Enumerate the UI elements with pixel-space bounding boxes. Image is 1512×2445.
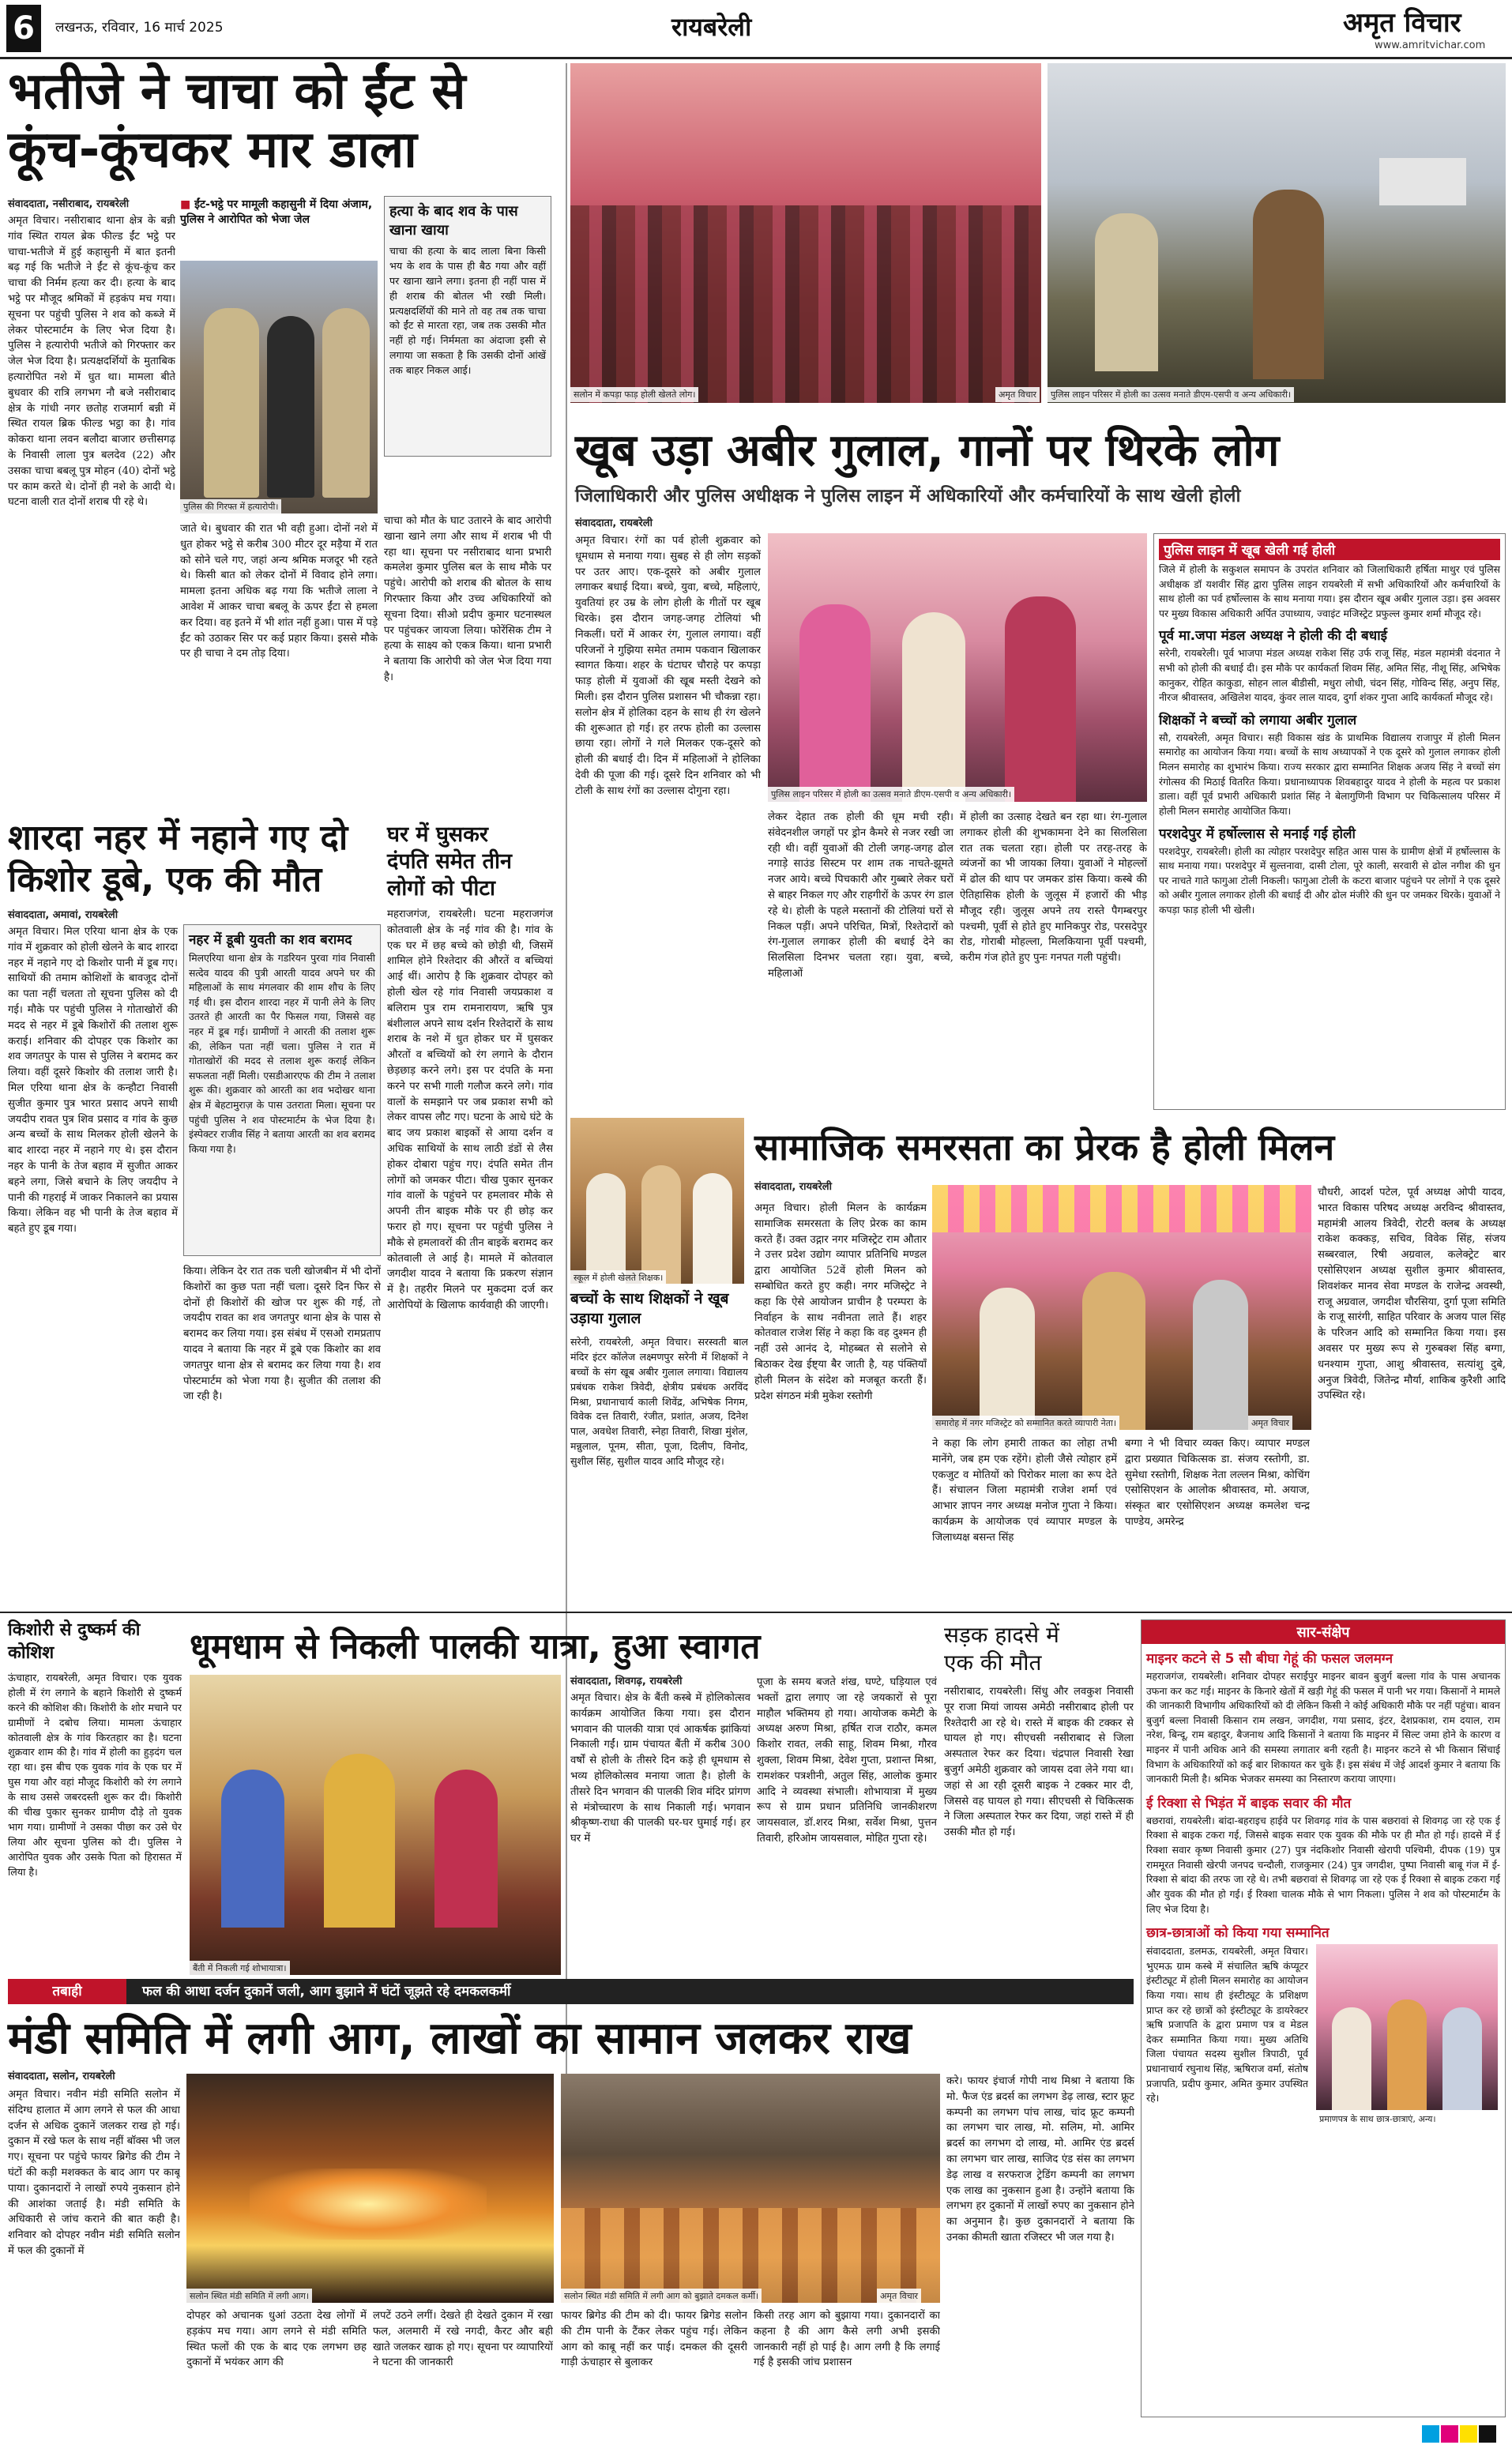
- holi-body2: लेकर देहात तक होली की धूम मची रही। संवेदनशील जगहों पर ड्रोन कैमरे से नजर रखी जा रही थी। वहीं युवाओं की टोली जगह-जगह ढोल नगाड़े साउंड सिस्टम पर शाम तक नाचते-झूमते नजर आये। बच्चे पिचकारी और गुब्बारे लेकर घरों से बाहर निकल गए और राहगीरों के ऊपर रंग डाल रहे थे। होली के पहले मस्तानों की टोलियां घरों से निकल पड़ीं। अपने परिचित, मित्रों, रिश्तेदारों को रंग-गुलाल लगाकर होली की बधाई देने का सिलसिला दिनभर चलता रहा। युवा, बच्चे, महिलाओं: [768, 811, 953, 980]
- police-line-photo: [1047, 63, 1506, 403]
- sidebox-body: चाचा की हत्या के बाद लाला बिना किसी भय के शव के पास ही बैठ गया और वहीं पर खाना खाने लगा। इतना ही नहीं पास में ही शराब की बोतल भी रखी मिली। प्रत्यक्षदर्शियों की माने तो वह तब तक चाचा को ईंट से मारता रहा, जब तक उसकी मौत नहीं हो गई। निर्ममता का अंदाजा इसी से लगाया जा सकता है कि उसकी दोनों आंखें तक बाहर निकल आई।: [389, 245, 546, 377]
- brief2-title: पूर्व मा.जपा मंडल अध्यक्ष ने होली की दी बधाई: [1159, 628, 1387, 645]
- story1-byline: संवाददाता, नसीराबाद, रायबरेली: [8, 198, 130, 210]
- story1-col3: चाचा को मौत के घाट उतारने के बाद आरोपी खाना खाने लगा और साथ में शराब भी पी रहा था। सूचना पर नसीराबाद थाना प्रभारी कमलेश कुमार पुलिस बल के साथ मौके पर पहुंचे। आरोपी को शराब की बोतल के साथ गिरफ्तार किया और उच्च अधिकारियों को सूचना दिया। सीओ प्रदीप कुमार घटनास्थल पर पहुंचकर जायजा लिया। फोरेंसिक टीम ने हत्या के साक्ष्य को एकत्र किया। थाना प्रभारी ने बताया कि आरोपी को जेल भेज दिया गया है।: [384, 515, 551, 683]
- saar-title2: ई रिक्शा से भिड़ंत में बाइक सवार की मौत: [1146, 1795, 1352, 1811]
- accident-headline: सड़क हादसे में एक की मौत: [944, 1622, 1059, 1676]
- brief3-body: सौ, रायबरेली, अमृत विचार। सही विकास खंड के प्राथमिक विद्यालय राजापुर में होली मिलन समारोह का आयोजन किया गया। बच्चों के साथ अध्यापकों ने एक दूसरे को गुलाल लगाकर होली मिलन समारोह का शुभारंभ किया। राज्य सरकार द्वारा सम्मानित शिक्षक अजय सिंह ने बच्चों संग रंगोत्सव की मिठाई वितरित किया। प्रधानाध्यापक शिवबहादुर यादव ने होली के महत्व पर प्रकाश डाला। वहीं पूर्व प्रभारी अधिकारी प्रशांत सिंह ने बेलागुणिनी विभाग पर चिकित्सालय परिसर में होली मिलन समारोह आयोजित किया।: [1159, 731, 1500, 817]
- holi-body1: अमृत विचार। रंगों का पर्व होली शुक्रवार को धूमधाम से मनाया गया। सुबह से ही लोग सड़कों पर उतर आए। एक-दूसरे को अबीर गुलाल लगाकर बधाई दिया। बच्चे, युवा, बच्चे, महिलाएं, युवतियां हर उम्र के लोग होली के गीतों पर खूब थिरके। इस दौरान जगह-जगह टोलियां भी निकलीं। घरों में आकर रंग, गुलाल लगाया। वहीं परिजनों ने गुझिया समेत तमाम पकवान खिलाकर स्वागत किया। शहर के घंटाघर चौराहे पर कपड़ा फाड़ होली में युवाओं की खूब मस्ती देखने को मिली। इस दौरान पुलिस प्रशासन भी चौकन्ना रहा। सलोन क्षेत्र में होलिका दहन के साथ ही रंग खेलने की शुरूआत हो गई। हर तरफ होली का उल्लास छाया रहा। लोगों ने गले मिलकर एक-दूसरे को होली की बधाई दी। दिन में महिलाओं ने होलिका देवी की पूजा की गई। दूसरे दिन शनिवार को भी टोली के साथ रंगों का उल्लास दोगुना रहा।: [575, 535, 761, 797]
- fire-kicker: फल की आधा दर्जन दुकानें जली, आग बुझाने में घंटों जूझते रहे दमकलकर्मी: [142, 1984, 511, 1999]
- fire-kicker-band: [8, 1979, 1134, 2004]
- brief4-body: परशदेपुर, रायबरेली। होली का त्योहार परशदेपुर सहित आस पास के ग्रामीण क्षेत्रों में हर्षोल्लास के साथ मनाया गया। परशदेपुर में सुल्तनावा, दासी टोला, पूरे काली, सरवारी से ढोल नगीश की धुन पर नाचते गाते फागुआ टोली निकली। फागुआ टोली के कटरा बाजार पहुंचने पर लोगों ने एक दूसरे को अबीर गुलाल लगाकर होली की बधाई दी और ढोल मंजीरे की धुन पर जमकर थिरके। युवाओं ने कपड़ा फाड़ होली भी खेली।: [1159, 844, 1500, 916]
- fire-photo2: [561, 2074, 940, 2303]
- fire-body4: फायर ब्रिगेड की टीम को दी। फायर ब्रिगेड सलोन की टीम पानी के टैंकर लेकर पहुंच गई। लेकिन आग को काबू नहीं कर पाई। दमकल की दूसरी गाड़ी ऊंचाहार से बुलाकर: [561, 2310, 747, 2369]
- fire-photo1: [186, 2074, 554, 2303]
- samrasta-photo: [932, 1185, 1311, 1430]
- story2-headline: शारदा नहर में नहाने गए दो किशोर डूबे, एक की मौत: [8, 818, 348, 900]
- holi-crowd-credit: अमृत विचार: [995, 387, 1040, 402]
- brief4-title: परशदेपुर में हर्षोल्लास से मनाई गई होली: [1159, 826, 1356, 842]
- saar-award-photo: [1316, 1944, 1498, 2110]
- fire-photo2-credit: अमृत विचार: [877, 2289, 921, 2304]
- palki-photo: [190, 1675, 561, 1975]
- palki-headline: धूमधाम से निकली पालकी यात्रा, हुआ स्वागत: [190, 1627, 761, 1667]
- saar-award-caption: प्रमाणपत्र के साथ छात्र-छात्राएं, अन्य।: [1316, 2112, 1439, 2127]
- brief3-title: शिक्षकों ने बच्चों को लगाया अबीर गुलाल: [1159, 712, 1357, 728]
- saar-body2: बछरावां, रायबरेली। बांदा-बहराइच हाईवे पर शिवगढ़ गांव के पास बछरावां से शिवगढ़ जा रहे एक ई रिक्शा से बाइक टकरा गई, जिससे बाइक सवार एक युवक की मौके पर ही मौत हो गई। हादसे में ई रिक्शा सवार कृष्ण निवासी कुमार (27) पुत्र नंदकिशोर निवासी खेरापी पश्चिमी, दीपक (19) पुत्र राममूरत निवासी खेरपी जनपद चन्दौली, राजकुमार (24) पुत्र जगदीश, पुष्पा निवासी बाबू गंज में ई-रिक्शा से बांदा की तरफ जा रहे थे। तभी बछरावां से शिवगढ़ जा रहे एक ई रिक्शा से बाइक टकरा गई और युवक की मौत हो गई। ई रिक्शा चालक मौके से भाग निकला। पुलिस ने शव को पोस्टमार्टम के लिए भेज दिया है।: [1146, 1814, 1500, 1915]
- story3-headline: घर में घुसकर दंपति समेत तीन लोगों को पीटा: [387, 822, 513, 901]
- story2-box-body: मिलएरिया थाना क्षेत्र के गडरियन पुरवा गांव निवासी सत्देव यादव की पुत्री आरती यादव अपने घर की महिलाओं के साथ मंगलवार की शाम शौच के लिए गई थी। इस दौरान शारदा नहर में पानी लेने के लिए उतरते ही आरती का पैर फिसल गया, जिससे वह नहर में डूब गई। ग्रामीणों ने आरती की तलाश शुरू की, लेकिन पता नहीं चला। पुलिस ने रात में गोताखोरों की मदद से तलाश शुरू कराई लेकिन सफलता नहीं मिली। एसडीआरएफ की टीम ने तलाश शुरू की। शुक्रवार को आरती का शव भदोखर थाना क्षेत्र में बेहटामुराज़ के पास उतराता मिला। सूचना पर पहुंची पुलिस ने शव पोस्टमार्टम के भेज दिया है। इंस्पेक्टर राजीव सिंह ने बताया आरती का शव बरामद किया गया है।: [189, 952, 375, 1155]
- kishori-body: ऊंचाहार, रायबरेली, अमृत विचार। एक युवक होली में रंग लगाने के बहाने किशोरी से दुष्कर्म करने की कोशिश की। किशोरी के शोर मचाने पर ग्रामीणों ने दबोच लिया। मामला ऊंचाहार कोतवाली क्षेत्र के गांव किरतहार का है। घटना शुक्रवार शाम की है। गांव में होली का हुड़दंग चल रहा था। इस बीच एक युवक गांव के एक घर में घुस गया और वहां मौजूद किशोरी को रंग लगाने के साथ उससे जबरदस्ती शुरू कर दी। किशोरी की चीख पुकार सुनकर ग्रामीण दौड़े तो युवक भाग गया। ग्रामीणों ने उसका पीछा कर उसे घेर लिया और सूचना पुलिस को दी। पुलिस ने आरोपित युवक और उसके पिता को हिरासत में लिया है।: [8, 1672, 182, 1878]
- fire-body2: दोपहर को अचानक धुआं उठता देख लोगों में हड़कंप मच गया। आग लगने से मंडी समिति स्थित फलों की एक के बाद एक लगभग छह दुकानों में भयंकर आग की: [186, 2310, 367, 2369]
- holi-crowd-photo: [570, 63, 1041, 403]
- saar-body1: महराजगंज, रायबरेली। शनिवार दोपहर सराईपुर माइनर बावन बुजुर्ग बल्ला गांव के पास अचानक उफना कर कट गई। माइनर के किनारे खेतों में खड़ी गेहूं की फसल में पानी भर गया। किसानों ने मामले की जानकारी विभागीय अधिकारियों को दी लेकिन किसी ने कोई अधिकारी मौके पर नहीं पहुंचा। बावन बुजुर्ग बल्ला निवासी किसान राम लखन, जगदीश, गया प्रसाद, इंटर, देशप्रकाश, राम दयाल, राम नरेश, बिन्दू, राम बहादुर, बैजनाथ आदि किसानों ने बताया कि माइनर में सिल्ट जमा होने के कारण व माइनर में पानी अधिक आने की समस्या लगातार बनी रहती है। माइनर कटने से भी किसान सिंचाई विभाग के अधिकारियों को कई बार शिकायत कर चुके हैं। इस संबंध में जेई आदर्श कुमार ने बताया कि जानकारी मिली है। श्रमिक भेजकर समस्या का निस्तारण कराया जाएगा।: [1146, 1670, 1500, 1785]
- fire-headline: मंडी समिति में लगी आग, लाखों का सामान जलकर राख: [8, 2013, 912, 2064]
- fire-body6: करे। फायर इंचार्ज गोपी नाथ मिश्रा ने बताया कि मो. फैज एंड ब्रदर्स का लगभग डेढ़ लाख, स्टार फ्रूट कम्पनी का लगभग पांच लाख, चांद फ्रूट कम्पनी का लगभग चार लाख, मो. सलिम, मो. आमिर ब्रदर्स का लगभग दो लाख, मो. आमिर एंड ब्रदर्स का लगभग चार लाख, साजिद एंड संस का लगभग डेढ़ लाख व सरफराज ट्रेडिंग कम्पनी का लगभग एक लाख का नुकसान हुआ है। उन्होंने बताया कि लगभग हर दुकानों में लाखों रुपए का नुकसान होने का अनुमान है। कुछ दुकानदारों ने बताया कि उनका कीमती खाता रजिस्टर भी जल गया है।: [946, 2075, 1134, 2244]
- sidebox-title: हत्या के बाद शव के पास खाना खाया: [389, 203, 518, 239]
- police-line-caption: पुलिस लाइन परिसर में होली का उत्सव मनाते डीएम-एसपी व अन्य अधिकारी।: [1047, 387, 1294, 402]
- story2-body: अमृत विचार। मिल एरिया थाना क्षेत्र के एक गांव में शुक्रवार को होली खेलने के बाद शारदा नहर में नहाने गए दो किशोर पानी में डूब गए। साथियों की तमाम कोशिशों के बावजूद दोनों का पता नहीं चलता तो सूचना पुलिस को दी गई। मौके पर पहुंची पुलिस ने गोताखोरों की मदद से नहर में डूबे किशोरों की तलाश शुरू कराई। शनिवार की दोपहर एक किशोर का शव जगतपुर के पास से पुलिस ने बरामद कर लिया। वहीं दूसरे किशोर की तलाश जारी है। मिल एरिया थाना क्षेत्र के कन्हौटा निवासी सुजीत कुमार पुत्र भारत प्रसाद अपने साथी जयदीप रावत पुत्र शिव प्रसाद व गांव के कुछ अन्य बच्चों के साथ मिलकर होली खेलने के बाद शारदा नहर में नहाने गए थे। इस दौरान नहर के पानी के तेज बहाव में सुजीत आकर बहने लगा, जिसे बचाने के लिए जयदीप ने पानी की गहराई में जाकर निकालने का प्रयास किया। लेकिन वह भी पानी के तेज बहाव में बहते हुए डूब गया।: [8, 926, 178, 1236]
- teachers-caption: स्कूल में होली खेलते शिक्षक।: [570, 1270, 666, 1285]
- holi-body3: में होली का उत्साह देखते बन रहा था। रंग-गुलाल लगाकर होली की शुभकामना देने का सिलसिला रात तक चलता रहा। होली पर तरह-तरह के व्यंजनों का भी जायका लिया। युवाओं ने मोहल्लों में ढोल की थाप पर जमकर डांस किया। कस्बे की ऐतिहासिक होली के जुलूस में हजारों की भीड़ मौजूद रही। जुलूस अपने तय रास्ते पैगम्बरपुर पश्चमी, पूर्वी से होते हुए मानिकपुर रोड, परसदेपुर रोड, गोराबी मोहल्ला, मिलकियाना पूर्वी पश्चमी, करीम गंज होते हुए पुनः गनपत गली पहुंची।: [960, 811, 1147, 965]
- holi-headline: खूब उड़ा अबीर गुलाल, गानों पर थिरके लोग: [575, 425, 1280, 476]
- page-number-badge: [6, 5, 41, 52]
- story1-body: अमृत विचार। नसीराबाद थाना क्षेत्र के बन्नी गांव स्थित रायल ब्रेक फील्ड ईंट भट्ठे पर चाचा-भतीजे में हुई कहासुनी में बात इतनी बढ़ गई कि भतीजे ने ईंट से कूंच-कूंच कर चाचा की निर्मम हत्या कर दी। हत्या के बाद भट्ठे पर मौजूद श्रमिकों में हड़कंप मच गया। सूचना पर पहुंची पुलिस ने शव को कब्जे में लेकर पोस्टमार्टम के लिए भेज दिया है। पुलिस ने हत्यारोपी भतीजे को गिरफ्तार कर जेल भेज दिया है। प्रत्यक्षदर्शियों के मुताबिक हत्यारोपित नशे में धुत था। मामला बीते बुधवार की रात्रि लगभग नौ बजे नसीराबाद क्षेत्र के गांधी नगर छतोह राजमार्ग बन्नी में स्थित रायल ब्रिक फील्ड भट्ठा का है। गांव कोकरा थाना लवन बलौदा बाजार छत्तीसगढ़ के निवासी लाला पुत्र बलदेव (22) और उसका चाचा बबलू पुत्र मोहन (40) दोनों भट्ठे पर काम करते थे। दोनों ही नशे के आदी थे। घटना वाली रात दोनों शराब पी रहे थे।: [8, 215, 175, 509]
- holi-subhead: जिलाधिकारी और पुलिस अधीक्षक ने पुलिस लाइन में अधिकारियों और कर्मचारियों के साथ खेली होली: [575, 486, 1241, 506]
- story1-arrest-photo: [180, 261, 378, 513]
- section-name: रायबरेली: [671, 12, 752, 42]
- samrasta-caption: समारोह में नगर मजिस्ट्रेट को सम्मानित करते व्यापारी नेता।: [932, 1416, 1119, 1431]
- fire-tag: तबाही: [8, 1979, 126, 2004]
- samrasta-col4: चौधरी, आदर्श पटेल, पूर्व अध्यक्ष ओपी यादव, भारत विकास परिषद अध्यक्ष अरविन्द श्रीवास्तव, महामंत्री आलय त्रिवेदी, रोटरी क्लब के अध्यक्ष राकेश कक्कड़, सचिव, विवेक सिंह, संजय सब्बरवाल, रिषी अग्रवाल, कलेक्ट्रेट बार एसोसिएशन अध्यक्ष सुशील कुमार श्रीवास्तव, शिवशंकर मानव सेवा मण्डल के राजेन्द्र अवस्थी, राजू अग्रवाल, जगदीश चौरसिया, दुर्गा पूजा समिति के राजू सारंगी, साहित परिवार के अजय पाल सिंह के परिजन आदि को सम्मानित किया गया। इस अवसर पर मुख्य रूप से गुरुबक्श सिंह बग्गा, धनश्याम गुप्ता, आशु श्रीवास्तव, सत्यांशु दुबे, अनुज त्रिवेदी, जितेन्द्र मौर्या, शाकिब कुरैशी आदि उपस्थित रहे।: [1318, 1187, 1506, 1402]
- color-registration-marks: [1422, 2425, 1498, 2445]
- holi-crowd-caption: सलोन में कपड़ा फाड़ होली खेलते लोग।: [570, 387, 698, 402]
- fire-body5: किसी तरह आग को बुझाया गया। दुकानदारों का कहना है की आग कैसे लगी अभी इसकी जानकारी नहीं हो पाई है। आग लगी है कि लगाई गई है इसकी जांच प्रशासन: [754, 2310, 940, 2369]
- samrasta-col2: ने कहा कि लोग हमारी ताकत का लोहा तभी मानेंगे, जब हम एक रहेंगे। होली जैसे त्योहार हमें एकजुट व मोतियों को पिरोकर माला का रूप देते हैं। संचालन जिला महामंत्री राजेश शर्मा एवं आभार ज्ञापन नगर अध्यक्ष मनोज गुप्ता ने किया। कार्यक्रम के आयोजक एवं व्यापार मण्डल के जिलाध्यक्ष बसन्त सिंह: [932, 1438, 1117, 1544]
- brief1-title: पुलिस लाइन में खूब खेली गई होली: [1159, 539, 1500, 560]
- holi-dm-caption: पुलिस लाइन परिसर में होली का उत्सव मनाते डीएम-एसपी व अन्य अधिकारी।: [768, 787, 1014, 802]
- header-rule: [0, 57, 1512, 59]
- story1-sidebox: [384, 196, 551, 457]
- holi-byline: संवाददाता, रायबरेली: [575, 517, 653, 529]
- right-briefs-box: [1153, 533, 1506, 1110]
- kishori-headline: किशोरी से दुष्कर्म की कोशिश: [8, 1620, 141, 1663]
- brief1-body: जिले में होली के सकुशल समापन के उपरांत शनिवार को जिलाधिकारी हर्षिता माथुर एवं पुलिस अधीक्षक डॉ यशवीर सिंह द्वारा पुलिस लाइन रायबरेली में सभी अधिकारियों और कर्मचारियों के साथ होली का पर्व हर्षोल्लास के साथ मनाया गया। इस दौरान खूब अबीर गुलाल उड़ा। इस अवसर पर मुख्य विकास अधिकारी अर्पित उपाध्याय, ज्वाइंट मजिस्ट्रेट प्रफुल्ल कुमार शर्मा मौजूद रहे।: [1159, 563, 1500, 619]
- story2-byline: संवाददाता, अमावां, रायबरेली: [8, 909, 118, 921]
- saar-title3: छात्र-छात्राओं को किया गया सम्मानित: [1146, 1925, 1330, 1942]
- story3-body: महराजगंज, रायबरेली। घटना महराजगंज कोतवाली क्षेत्र के नई गांव की है। गांव के एक घर में छह बच्चे को छोड़ी थी, जिसमें शामिल होने रिश्तेदार की औरतें व बच्चियां आई थीं। आरोप है कि शुक्रवार दोपहर को होली खेल रहे गांव निवासी जयप्रकाश व बलिराम पुत्र राम रामनारायण, ऋषि पुत्र बंशीलाल अपने साथ दर्शन रिश्तेदारों के साथ शराब के नशे में धुत होकर घर में घुसकर औरतों व बच्चियों को रंग लगाने के दौरान छेड़छाड़ करने लगे। इस पर दंपति के मना करने पर सभी गाली गलौज करने लगे। गांव वालों के समझाने पर जब प्रकाश सभी को लेकर वापस लौट गए। घटना के आधे घंटे के बाद जय प्रकाश बाइकों से आया दर्शन व अधिक साथियों के साथ लाठी डंडों से लैस होकर दोबारा पहुंच गए। दंपति समेत तीन लोगों को जमकर पीटा। चीख पुकार सुनकर गांव वालों के पहुंचने पर हमलावर मौके से अपनी तीन बाइक मौके पर ही छोड़ कर फरार हो गए। सूचना पर पहुंची पुलिस ने मौके से हमलावरों की तीन बाइकें बरामद कर कोतवाली ले आई है। मामले में कोतवाल जगदीश यादव ने बताया कि प्रकरण संज्ञान में है। तहरीर मिलने पर मुकदमा दर्ज कर आरोपियों के खिलाफ कार्यवाही की जाएगी।: [387, 908, 553, 1311]
- palki-caption: बैंती में निकली गई शोभायात्रा।: [190, 1961, 290, 1976]
- fire-byline: संवाददाता, सलोन, रायबरेली: [8, 2071, 115, 2082]
- saar-band: सार-संक्षेप: [1142, 1620, 1505, 1644]
- story2-box-title: नहर में डूबी युवती का शव बरामद: [189, 932, 352, 948]
- story1-col2: जाते थे। बुधवार की रात भी वही हुआ। दोनों नशे में धुत होकर भट्ठे से करीब 300 मीटर दूर मड़ैया में रात को सोने चले गए, जहां अन्य श्रमिक मजदूर भी रहते थे। किसी बात को लेकर दोनों में विवाद होने लगा। मामला इतना अधिक बढ़ गया कि भतीजे लाला ने आवेश में आकर चाचा बबलू के ऊपर ईंटा से हमला कर दिया। वह इतने में भी शांत नहीं हुआ। पास में पड़े ईंट को उठाकर सिर पर कई प्रहार किया। इससे मौके पर ही चाचा ने दम तोड़ दिया।: [180, 523, 378, 660]
- teachers-body: सरेनी, रायबरेली, अमृत विचार। सरस्वती बाल मंदिर इंटर कॉलेज लक्ष्मणपुर सरेनी में शिक्षकों ने बच्चों के संग खूब अबीर गुलाल लगाया। विद्यालय प्रबंधक राकेश त्रिवेदी, क्षेत्रीय प्रबंधक अरविंद मिश्रा, प्रधानाचार्य काली शिवेंद्र, अभिषेक निगम, विवेक दत्त तिवारी, रंजीत, प्रशांत, अजय, दिनेश पाल, अवधेश तिवारी, स्नेहा तिवारी, शिखा मुंशेल, मन्नुलाल, पूनम, सीता, पूजा, दिलीप, विनोद, सुशील सिंह, सुशील यादव आदि मौजूद रहे।: [570, 1336, 748, 1468]
- saar-body3: संवाददाता, डलमऊ, रायबरेली, अमृत विचार। भुएमऊ ग्राम कस्बे में संचालित ऋषि कंप्यूटर इंस्टीट्यूट में होली मिलन समारोह का आयोजन किया गया। साथ ही इंस्टीट्यूट के प्रशिक्षण प्राप्त कर रहे छात्रों को इंस्टीट्यूट के डायरेक्टर ऋषि प्रजापति के द्वारा प्रमाण पत्र व मेडल देकर सम्मानित किया गया। मुख्य अतिथि जिला पंचायत सदस्य सुशील त्रिपाठी, पूर्व प्रधानाचार्य रघुनाथ सिंह, ऋषिराज वर्मा, संतोष प्रजापति, प्रदीप कुमार, अमित कुमार उपस्थित रहे।: [1146, 1945, 1308, 2105]
- story2-col3: किया। लेकिन देर रात तक चली खोजबीन में भी दोनों किशोरों का कुछ पता नहीं चला। दूसरे दिन फिर से दोनों ही किशोरों की खोज पर शुरू की गई, तो जयदीप रावत का शव जगतपुर थाना क्षेत्र के पास से बरामद कर लिया गया। इस संबंध में एसओ रामप्रताप यादव ने बताया कि नहर में डूबे एक किशोर का शव जगतपुर थाना क्षेत्र से बरामद कर लिया गया है। शव पोस्टमार्टम को भेजा गया है। सुजीत की तलाश की जा रही है।: [183, 1266, 381, 1403]
- brief2-body: सरेनी, रायबरेली। पूर्व भाजपा मंडल अध्यक्ष राकेश सिंह उर्फ राजू सिंह, मंडल महामंत्री वंदनात ने सभी को होली की बधाई दी। इस मौके पर कार्यकर्ता शिवम सिंह, अमित सिंह, नीशू सिंह, अभिषेक कानुकर, रोहित काकुडा, सोहन लाल बीडीसी, मधुरा लोधी, चंदन सिंह, गोविन्द सिंह, अनुप सिंह, नीरज श्रीवास्तव, अखिलेश यादव, कुंवर लाल यादव, दुर्गा शंकर गुप्ता आदि कार्यकर्ता मौजूद रहे।: [1159, 647, 1500, 704]
- bullet-icon: ■: [180, 198, 195, 211]
- samrasta-headline: सामाजिक समरसता का प्रेरक है होली मिलन: [754, 1126, 1335, 1168]
- palki-col2: पूजा के समय बजते शंख, घण्टे, घड़ियाल एवं भक्तों द्वारा लगाए जा रहे जयकारों से पूरा माहौल भक्तिमय हो गया। आयोजक कमेटी के अध्यक्ष अरुण मिश्रा, हर्षित राज राठौर, कमल किशोर रावत, लकी साहू, शिवम मिश्रा, गौरव शुक्ला, शिवम मिश्रा, देवेश गुप्ता, प्रशान्त मिश्रा, रामशंकर पत्रशीनी, अतुल सिंह, आलोक कुमार आदि ने व्यवस्था संभाली। शोभायात्रा में मुख्य रूप से ग्राम प्रधान प्रतिनिधि जानकीशरण जायसवाल, डॉ.शरद मिश्रा, सर्वेश मिश्रा, पुत्तन तिवारी, हरिओम जायसवाल, मोहित गुप्ता रहे।: [757, 1676, 937, 1845]
- saar-title1: माइनर कटने से 5 सौ बीघा गेहूं की फसल जलमग्न: [1146, 1651, 1394, 1667]
- samrasta-caption-credit: अमृत विचार: [1248, 1416, 1292, 1431]
- page-number: 6: [13, 10, 35, 47]
- header-date: लखनऊ, रविवार, 16 मार्च 2025: [55, 20, 224, 36]
- samrasta-col3: बग्गा ने भी विचार व्यक्त किए। व्यापार मण्डल द्वारा प्रख्यात चिकित्सक डा. संजय रस्तोगी, डा. सुमेधा रस्तोगी, शिक्षक नेता लल्लन मिश्रा, कोचिंग एसोसिएशन के आलोक श्रीवास्तव, मो. अयाज, संस्कृत बार एसोसिएशन अध्यक्ष कमलेश चन्द्र पाण्डेय, अमरेन्द्र: [1125, 1438, 1310, 1528]
- saar-box: [1141, 1619, 1506, 2417]
- story1-highlight: ■ ईंट-भट्ठे पर मामूली कहासुनी में दिया अंजाम, पुलिस ने आरोपित को भेजा जेल: [180, 198, 373, 226]
- story1-photo-caption: पुलिस की गिरफ्त में हत्यारोपी।: [180, 499, 281, 514]
- fire-photo2-caption: सलोन स्थित मंडी समिति में लगी आग को बुझाते दमकल कर्मी।: [561, 2289, 762, 2304]
- fire-body1: अमृत विचार। नवीन मंडी समिति सलोन में संदिग्ध हालात में आग लगने से फल की आधा दर्जन से अधिक दुकानें जलकर राख हो गई। दुकान में रखे फल के साथ नहीं बॉक्स भी जल गए। सूचना पर पहुंचे फायर ब्रिगेड की टीम ने घंटों की कड़ी मशक्कत के बाद आग पर काबू पाया। दुकानदारों ने लाखों रुपये नुकसान होने की आशंका जताई है। मंडी समिति के अधिकारी से जांच कराने की बात कही है। शनिवार को दोपहर नवीन मंडी समिति सलोन में फल की दुकानों में: [8, 2089, 180, 2257]
- brand-logo: अमृत विचार: [1343, 7, 1461, 39]
- teachers-photo: [570, 1118, 744, 1284]
- palki-col1: अमृत विचार। क्षेत्र के बैंती कस्बे में होलिकोत्सव कार्यक्रम आयोजित किया गया। इस दौरान भगवान की पालकी यात्रा एवं आकर्षक झांकियां निकाली गईं। ग्राम पंचायत बैंती में करीब 300 वर्षों से होली के तीसरे दिन कड़े ही धूमधाम से भव्य होलिकोत्सव मनाया जाता है। होली के तीसरे दिन भगवान की पालकी शिव मंदिर प्रांगण से मंत्रोच्चारण के साथ निकाली गई। भगवान श्रीकृष्ण-राधा की पालकी घर-घर घुमाई गई। हर घर में: [570, 1692, 750, 1845]
- teachers-headline: बच्चों के साथ शिक्षकों ने खूब उड़ाया गुलाल: [570, 1290, 729, 1327]
- fire-body3: लपटें उठने लगीं। देखते ही देखते दुकान में रखा फल, अलमारी में रखे नगदी, कैरट और बही खाते जलकर खाक हो गए। सूचना पर व्यापारियों ने घटना की जानकारी: [373, 2310, 553, 2369]
- story2-box: [183, 924, 381, 1256]
- samrasta-col1: अमृत विचार। होली मिलन के कार्यक्रम सामाजिक समरसता के लिए प्रेरक का काम करते हैं। उक्त उद्गार नगर मजिस्ट्रेट राम औतार ने उत्तर प्रदेश उद्योग व्यापार प्रतिनिधि मण्डल द्वारा आयोजित 52वें होली मिलन को सम्बोधित करते हुए कही। नगर मजिस्ट्रेट ने कहा कि ऐसे आयोजन प्राचीन है परम्परा के निर्वाहन के साथ नवीनता लाते हैं। शहर कोतवाल राजेश सिंह ने कहा कि वह दुश्मन ही नहीं उसे आनंद दे, मोहब्बत से सलोने से बिठाकर देख ईष्ट्या बैर जाती है, यह पंक्तियाँ होली मिलन के संदेश को मजबूत करती हैं। प्रदेश संगठन मंत्री मुकेश रस्तोगी: [754, 1202, 927, 1402]
- accident-body: नसीराबाद, रायबरेली। सिंधु और लवकुश निवासी पूर राजा मियां जायस अमेठी नसीराबाद होली पर रिश्तेदारी आ रहे थे। रास्ते में बाइक की टक्कर से घायल हो गए। सीएचसी नसीराबाद से जिला अस्पताल रेफर कर दिया। चंद्रपाल निवासी रेखा बुजुर्ग अमेठी शुक्रवार को जायस दवा लेने गया था। जहां से आ रही दूसरी बाइक ने टक्कर मार दी, जिससे वह घायल हो गया। सीएचसी से चिकित्सक ने जिला अस्पताल रेफर कर दिया, जहां रास्ते में ही उसकी मौत हो गई।: [944, 1686, 1134, 1839]
- holi-dm-photo: [768, 533, 1147, 802]
- website-url: www.amritvichar.com: [1375, 39, 1486, 51]
- samrasta-byline: संवाददाता, रायबरेली: [754, 1181, 832, 1193]
- palki-byline: संवाददाता, शिवगढ़, रायबरेली: [570, 1676, 683, 1687]
- fire-photo1-caption: सलोन स्थित मंडी समिति में लगी आग।: [186, 2289, 312, 2304]
- story1-headline: भतीजे ने चाचा को ईंट से कूंच-कूंचकर मार डाला: [8, 62, 466, 179]
